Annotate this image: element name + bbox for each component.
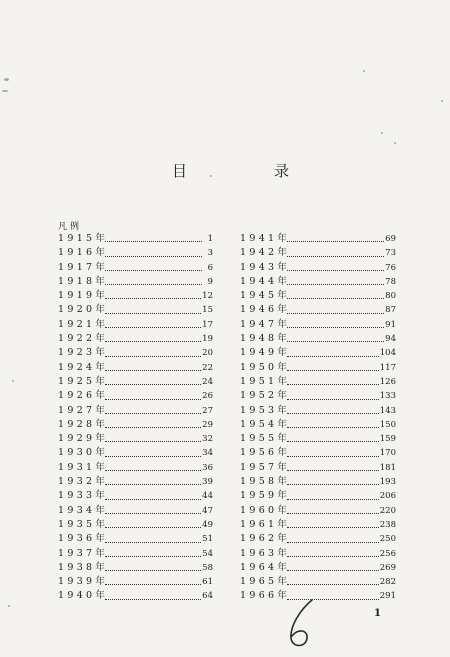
toc-entry-page: 282 <box>379 577 396 588</box>
leader-dots <box>105 384 201 385</box>
toc-entry-year: 1927 <box>58 404 96 416</box>
leader-dots <box>287 241 384 242</box>
toc-entry-year-suffix: 年 <box>277 275 287 287</box>
toc-entry-page: 22 <box>202 362 213 373</box>
toc-column-right <box>240 232 396 604</box>
toc-entry[interactable] <box>240 318 396 332</box>
toc-entry[interactable] <box>58 461 213 475</box>
toc-heading-char-2: 录 <box>274 162 290 180</box>
leader-dots <box>105 441 201 442</box>
toc-entry[interactable] <box>58 489 213 503</box>
preface-entry[interactable]: 凡例 <box>58 222 83 232</box>
toc-entry-year-suffix: 年 <box>277 447 287 459</box>
leader-dots <box>287 341 384 342</box>
scan-speck <box>381 132 383 134</box>
leader-dots <box>105 599 201 600</box>
toc-entry[interactable] <box>58 518 213 532</box>
toc-entry-year: 1966 <box>240 590 278 602</box>
toc-entry-page: 29 <box>202 419 213 430</box>
toc-entry[interactable] <box>58 561 213 575</box>
toc-heading <box>0 160 450 180</box>
leader-dots <box>105 584 201 585</box>
toc-entry[interactable] <box>58 446 213 460</box>
leader-dots <box>105 542 201 543</box>
toc-entry-page: 34 <box>202 448 213 459</box>
toc-entry-year: 1964 <box>240 561 278 573</box>
toc-entry-page: 238 <box>379 519 396 530</box>
toc-entry[interactable] <box>240 303 396 317</box>
toc-entry-page: 64 <box>202 591 213 602</box>
toc-entry-year-suffix: 年 <box>277 404 287 416</box>
toc-entry-year: 1922 <box>58 333 96 345</box>
toc-entry-page: 44 <box>202 491 213 502</box>
toc-entry-year: 1948 <box>240 333 278 345</box>
toc-entry-year-suffix: 年 <box>277 247 287 259</box>
toc-entry[interactable] <box>240 432 396 446</box>
toc-entry[interactable] <box>240 404 396 418</box>
toc-entry-page: 150 <box>379 419 396 430</box>
toc-entry[interactable] <box>58 246 213 260</box>
toc-entry-page: 6 <box>207 262 213 273</box>
toc-entry-page: 291 <box>379 591 396 602</box>
toc-entry[interactable] <box>240 475 396 489</box>
toc-entry-year: 1956 <box>240 447 278 459</box>
toc-entry[interactable] <box>240 389 396 403</box>
toc-entry-page: 78 <box>385 276 396 287</box>
leader-dots <box>287 484 379 485</box>
toc-entry-year: 1935 <box>58 518 96 530</box>
toc-entry-page: 91 <box>385 319 396 330</box>
toc-entry-page: 51 <box>202 534 213 545</box>
leader-dots <box>287 370 379 371</box>
toc-entry-page: 1 <box>207 234 213 244</box>
scan-speck <box>441 100 443 102</box>
toc-entry-year: 1960 <box>240 504 278 516</box>
toc-entry-page: 256 <box>379 548 396 559</box>
toc-entry-page: 9 <box>207 276 213 287</box>
toc-entry-year-suffix: 年 <box>95 490 105 502</box>
toc-entry-year: 1957 <box>240 461 278 473</box>
toc-entry[interactable] <box>240 461 396 475</box>
toc-entry[interactable] <box>58 547 213 561</box>
toc-entry-page: 76 <box>385 262 396 273</box>
scan-speck <box>4 78 9 81</box>
leader-dots <box>287 556 379 557</box>
toc-entry-year-suffix: 年 <box>95 547 105 559</box>
leader-dots <box>105 313 201 314</box>
toc-entry-year: 1925 <box>58 375 96 387</box>
toc-entry-page: 220 <box>379 505 396 516</box>
toc-entry-year-suffix: 年 <box>95 518 105 530</box>
toc-entry-year: 1933 <box>58 490 96 502</box>
leader-dots <box>105 298 201 299</box>
toc-entry-page: 80 <box>385 291 396 302</box>
leader-dots <box>105 270 202 271</box>
toc-entry-year: 1950 <box>240 361 278 373</box>
toc-entry-year: 1947 <box>240 318 278 330</box>
toc-entry-page: 27 <box>202 405 213 416</box>
toc-entry[interactable] <box>240 446 396 460</box>
toc-entry[interactable] <box>240 246 396 260</box>
leader-dots <box>287 384 379 385</box>
toc-entry-page: 104 <box>379 348 396 359</box>
toc-entry-year-suffix: 年 <box>277 561 287 573</box>
toc-entry-year: 1924 <box>58 361 96 373</box>
toc-entry-year: 1931 <box>58 461 96 473</box>
toc-entry-year-suffix: 年 <box>95 275 105 287</box>
toc-entry-year-suffix: 年 <box>95 347 105 359</box>
toc-entry-year-suffix: 年 <box>95 418 105 430</box>
toc-entry-year-suffix: 年 <box>277 375 287 387</box>
leader-dots <box>105 499 201 500</box>
toc-entry-year: 1939 <box>58 576 96 588</box>
toc-entry[interactable] <box>240 518 396 532</box>
toc-entry-page: 36 <box>202 462 213 473</box>
toc-entry-year: 1943 <box>240 261 278 273</box>
leader-dots <box>287 456 379 457</box>
toc-entry[interactable] <box>58 346 213 360</box>
toc-entry-year: 1955 <box>240 433 278 445</box>
toc-entry-page: 20 <box>202 348 213 359</box>
toc-entry-year-suffix: 年 <box>277 533 287 545</box>
toc-entry-year-suffix: 年 <box>277 504 287 516</box>
toc-entry[interactable] <box>240 346 396 360</box>
toc-entry-page: 94 <box>385 334 396 345</box>
toc-entry[interactable] <box>240 261 396 275</box>
leader-dots <box>287 298 384 299</box>
toc-entry-year: 1958 <box>240 476 278 488</box>
toc-entry-year: 1929 <box>58 433 96 445</box>
toc-entry-year: 1938 <box>58 561 96 573</box>
toc-entry[interactable] <box>240 504 396 518</box>
toc-entry[interactable] <box>58 418 213 432</box>
leader-dots <box>105 399 201 400</box>
toc-entry[interactable] <box>58 589 213 603</box>
toc-entry-page: 133 <box>379 391 396 402</box>
toc-entry-page: 126 <box>379 376 396 387</box>
toc-entry-year-suffix: 年 <box>95 447 105 459</box>
toc-entry-page: 19 <box>202 334 213 345</box>
leader-dots <box>287 356 379 357</box>
toc-entry[interactable] <box>240 489 396 503</box>
toc-entry[interactable] <box>240 561 396 575</box>
leader-dots <box>105 413 201 414</box>
toc-entry-year-suffix: 年 <box>277 418 287 430</box>
toc-entry[interactable] <box>240 361 396 375</box>
leader-dots <box>105 427 201 428</box>
toc-entry-page: 3 <box>207 248 213 259</box>
toc-entry-year: 1953 <box>240 404 278 416</box>
toc-entry-year-suffix: 年 <box>95 390 105 402</box>
toc-entry-year: 1932 <box>58 476 96 488</box>
leader-dots <box>287 470 379 471</box>
toc-entry-year-suffix: 年 <box>95 504 105 516</box>
toc-entry-year-suffix: 年 <box>95 375 105 387</box>
toc-entry-year-suffix: 年 <box>95 461 105 473</box>
toc-column-left <box>58 232 213 604</box>
leader-dots <box>105 356 201 357</box>
toc-entry-year-suffix: 年 <box>95 576 105 588</box>
toc-entry-page: 269 <box>379 562 396 573</box>
toc-entry-year: 1941 <box>240 233 278 244</box>
toc-entry[interactable] <box>240 375 396 389</box>
toc-entry-year: 1926 <box>58 390 96 402</box>
toc-entry-year: 1928 <box>58 418 96 430</box>
toc-entry[interactable] <box>58 432 213 446</box>
toc-entry-year-suffix: 年 <box>277 590 287 602</box>
leader-dots <box>287 570 379 571</box>
leader-dots <box>105 241 202 242</box>
toc-entry-year: 1959 <box>240 490 278 502</box>
toc-entry[interactable] <box>240 547 396 561</box>
leader-dots <box>105 456 201 457</box>
toc-entry[interactable] <box>58 404 213 418</box>
toc-entry-year-suffix: 年 <box>95 261 105 273</box>
leader-dots <box>287 327 384 328</box>
leader-dots <box>105 327 201 328</box>
toc-entry-year: 1934 <box>58 504 96 516</box>
toc-entry-year-suffix: 年 <box>277 290 287 302</box>
toc-entry[interactable] <box>240 418 396 432</box>
toc-entry-page: 26 <box>202 391 213 402</box>
toc-entry[interactable] <box>58 475 213 489</box>
handwritten-mark <box>282 596 322 656</box>
toc-entry-year: 1916 <box>58 247 96 259</box>
toc-entry-year: 1921 <box>58 318 96 330</box>
toc-entry-page: 87 <box>385 305 396 316</box>
toc-entry-year: 1919 <box>58 290 96 302</box>
toc-entry-page: 206 <box>379 491 396 502</box>
leader-dots <box>105 513 201 514</box>
toc-entry[interactable] <box>240 289 396 303</box>
leader-dots <box>105 256 202 257</box>
leader-dots <box>287 542 379 543</box>
leader-dots <box>287 513 379 514</box>
toc-entry[interactable] <box>240 532 396 546</box>
scan-speck <box>363 70 365 72</box>
leader-dots <box>287 499 379 500</box>
toc-entry-year-suffix: 年 <box>95 361 105 373</box>
toc-entry-year: 1915 <box>58 233 96 244</box>
toc-entry-page: 69 <box>385 234 396 244</box>
leader-dots <box>105 570 201 571</box>
toc-entry-year-suffix: 年 <box>277 518 287 530</box>
toc-entry-year: 1965 <box>240 576 278 588</box>
toc-entry[interactable] <box>58 232 213 246</box>
toc-entry[interactable] <box>240 575 396 589</box>
toc-entry-year-suffix: 年 <box>277 304 287 316</box>
leader-dots <box>287 427 379 428</box>
toc-entry[interactable] <box>58 303 213 317</box>
toc-entry-page: 143 <box>379 405 396 416</box>
leader-dots <box>287 584 379 585</box>
toc-entry-year-suffix: 年 <box>277 333 287 345</box>
toc-entry-year-suffix: 年 <box>277 461 287 473</box>
scan-speck <box>394 142 396 144</box>
toc-entry-year-suffix: 年 <box>95 433 105 445</box>
toc-entry-page: 61 <box>202 577 213 588</box>
scan-speck <box>8 605 10 607</box>
toc-entry-year: 1963 <box>240 547 278 559</box>
toc-entry-year-suffix: 年 <box>277 318 287 330</box>
toc-entry[interactable] <box>58 389 213 403</box>
scan-speck <box>2 90 8 92</box>
toc-entry-year-suffix: 年 <box>95 476 105 488</box>
leader-dots <box>105 470 201 471</box>
toc-entry-year: 1945 <box>240 290 278 302</box>
toc-entry-page: 17 <box>202 319 213 330</box>
toc-entry[interactable] <box>58 504 213 518</box>
toc-entry-year-suffix: 年 <box>277 576 287 588</box>
leader-dots <box>287 284 384 285</box>
toc-entry-year-suffix: 年 <box>277 233 287 244</box>
toc-entry[interactable] <box>240 332 396 346</box>
scan-speck <box>12 380 14 382</box>
leader-dots <box>287 270 384 271</box>
leader-dots <box>105 341 201 342</box>
toc-entry-year-suffix: 年 <box>95 304 105 316</box>
toc-entry-year-suffix: 年 <box>95 533 105 545</box>
toc-entry-page: 32 <box>202 434 213 445</box>
toc-entry-year: 1942 <box>240 247 278 259</box>
toc-entry-page: 39 <box>202 477 213 488</box>
leader-dots <box>105 556 201 557</box>
leader-dots <box>105 484 201 485</box>
toc-entry-year: 1917 <box>58 261 96 273</box>
leader-dots <box>287 527 379 528</box>
toc-entry-year-suffix: 年 <box>277 490 287 502</box>
leader-dots <box>287 256 384 257</box>
leader-dots <box>105 527 201 528</box>
toc-entry-year: 1940 <box>58 590 96 602</box>
toc-entry-year: 1918 <box>58 275 96 287</box>
toc-entry[interactable] <box>58 275 213 289</box>
toc-heading-char-1: 目 <box>172 162 188 180</box>
toc-entry-page: 193 <box>379 477 396 488</box>
toc-entry[interactable] <box>58 532 213 546</box>
toc-entry-year-suffix: 年 <box>277 547 287 559</box>
toc-entry-year: 1952 <box>240 390 278 402</box>
toc-entry-year-suffix: 年 <box>95 290 105 302</box>
toc-entry-page: 47 <box>202 505 213 516</box>
toc-entry-year-suffix: 年 <box>277 390 287 402</box>
leader-dots <box>105 370 201 371</box>
toc-entry-page: 250 <box>379 534 396 545</box>
toc-entry-year: 1936 <box>58 533 96 545</box>
leader-dots <box>105 284 202 285</box>
toc-entry-page: 117 <box>379 362 396 373</box>
toc-entry-year: 1962 <box>240 533 278 545</box>
toc-entry[interactable] <box>240 232 396 246</box>
page-number: 1 <box>374 608 381 619</box>
leader-dots <box>287 399 379 400</box>
toc-entry-year-suffix: 年 <box>95 561 105 573</box>
toc-entry-page: 54 <box>202 548 213 559</box>
toc-entry-year: 1949 <box>240 347 278 359</box>
toc-entry-year-suffix: 年 <box>277 476 287 488</box>
toc-entry[interactable] <box>58 361 213 375</box>
toc-entry-year: 1961 <box>240 518 278 530</box>
toc-entry-year-suffix: 年 <box>277 261 287 273</box>
toc-entry[interactable] <box>58 332 213 346</box>
toc-entry-year: 1923 <box>58 347 96 359</box>
toc-entry-year-suffix: 年 <box>95 333 105 345</box>
toc-entry-year: 1920 <box>58 304 96 316</box>
toc-entry[interactable] <box>58 318 213 332</box>
toc-entry-page: 73 <box>385 248 396 259</box>
toc-entry[interactable] <box>58 375 213 389</box>
toc-entry-year-suffix: 年 <box>277 361 287 373</box>
toc-entry[interactable] <box>58 289 213 303</box>
toc-entry-year-suffix: 年 <box>95 233 105 244</box>
toc-entry-year: 1946 <box>240 304 278 316</box>
toc-entry[interactable] <box>58 575 213 589</box>
toc-entry-page: 58 <box>202 562 213 573</box>
toc-entry-page: 49 <box>202 519 213 530</box>
toc-entry[interactable] <box>240 275 396 289</box>
toc-entry-year-suffix: 年 <box>95 318 105 330</box>
toc-entry-year-suffix: 年 <box>95 404 105 416</box>
toc-entry-page: 24 <box>202 376 213 387</box>
leader-dots <box>287 313 384 314</box>
toc-entry-year-suffix: 年 <box>95 247 105 259</box>
toc-entry-year: 1937 <box>58 547 96 559</box>
toc-entry-year-suffix: 年 <box>277 347 287 359</box>
leader-dots <box>287 441 379 442</box>
toc-entry-page: 15 <box>202 305 213 316</box>
toc-entry-year-suffix: 年 <box>277 433 287 445</box>
toc-entry-page: 159 <box>379 434 396 445</box>
toc-entry-page: 12 <box>202 291 213 302</box>
toc-entry-year: 1944 <box>240 275 278 287</box>
toc-entry-page: 181 <box>379 462 396 473</box>
toc-entry-year: 1930 <box>58 447 96 459</box>
toc-entry-year: 1954 <box>240 418 278 430</box>
toc-entry[interactable] <box>58 261 213 275</box>
toc-entry-page: 170 <box>379 448 396 459</box>
leader-dots <box>287 413 379 414</box>
toc-entry-year-suffix: 年 <box>95 590 105 602</box>
toc-entry-year: 1951 <box>240 375 278 387</box>
